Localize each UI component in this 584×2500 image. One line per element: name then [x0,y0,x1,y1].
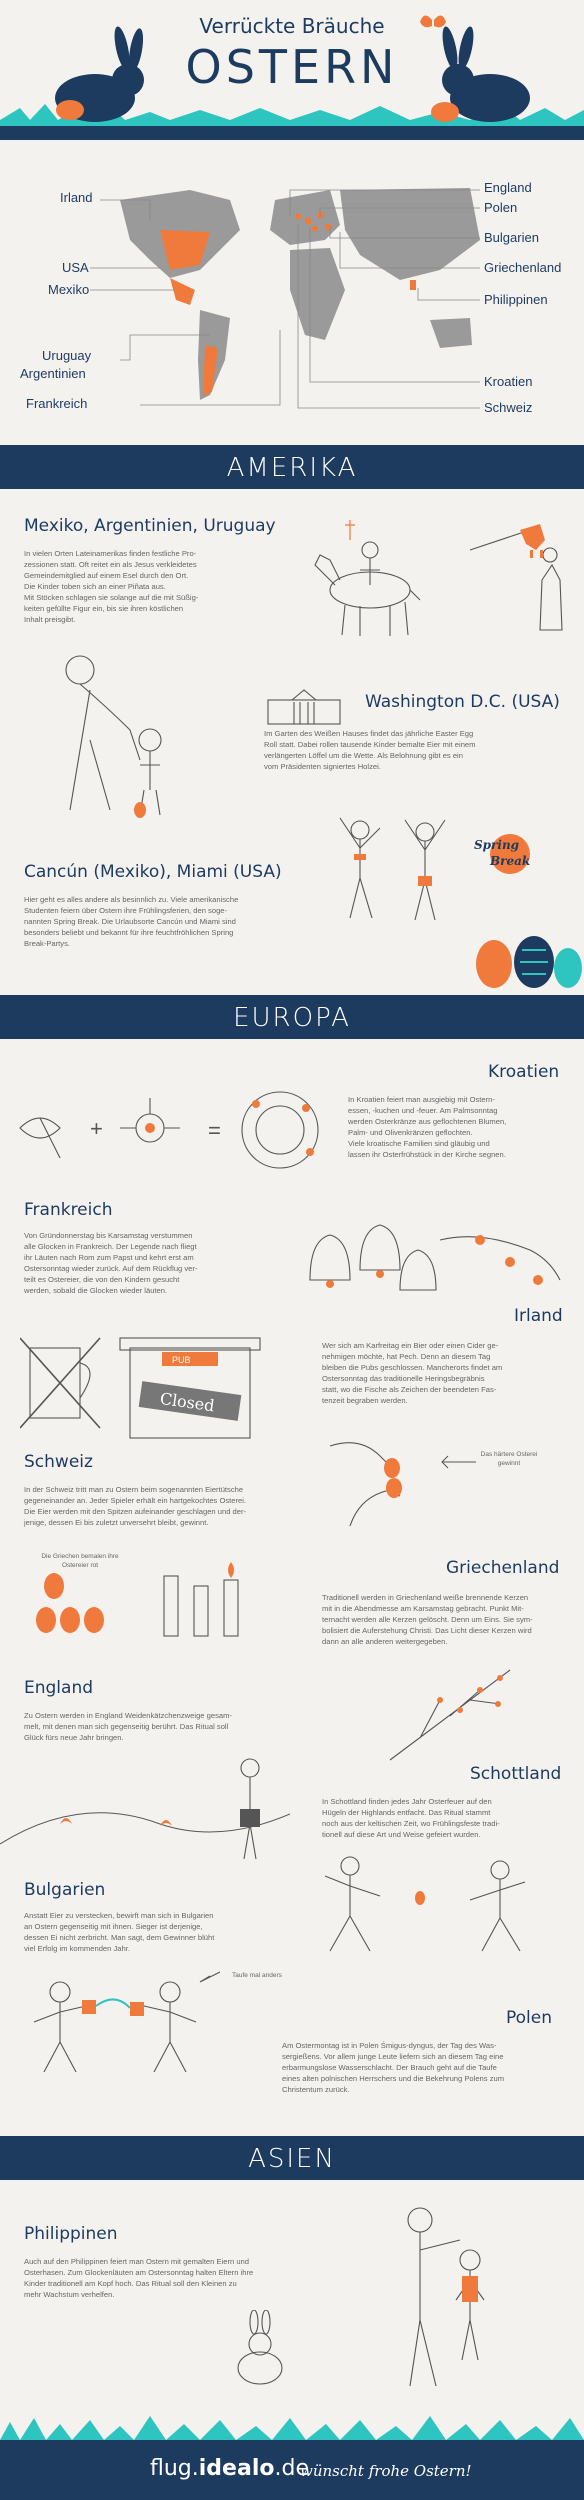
text-line: werden, sobald die Glocken wieder läuten. [24,1286,168,1295]
map-label-argentinien: Argentinien [20,366,86,381]
philippinen-text [24,2256,344,2300]
kroatien-text [348,1094,568,1160]
philippinen-title: Philippinen [24,2224,118,2244]
text-line: bolisiert die Auferstehung Christi. Das Licht dieser Kerzen wird [322,1626,532,1635]
england-text [24,1710,314,1743]
map-label-griechenland: Griechenland [484,260,562,275]
text-line: werden Osterkränze aus geflochtenen Blumen, [348,1117,507,1126]
text-line: Roll statt. Dabei rollen tausende Kinder bemalte Eier mit einem [264,740,476,749]
text-line: nehmigen möchte, hat Pech. Denn an diesem Tag [322,1352,491,1361]
text-line: Anstatt Eier zu verstecken, bewirft man sich in Bulgarien [24,1911,214,1920]
text-line: dann an alle anderen weitergegeben. [322,1637,448,1646]
bulgarien-title: Bulgarien [24,1880,106,1900]
text-line: noch aus der keltischen Zeit, wo Frühlingsfeste tradi- [322,1819,500,1828]
egg-tapping-hands-illustration [320,1426,450,1536]
brand-part-tld: .de [274,2456,309,2481]
spring-break-dancers-illustration [320,808,470,928]
cancun-text [24,894,314,949]
map-label-philippinen: Philippinen [484,292,548,307]
closed-pub-illustration [20,1328,290,1448]
text-line: Viele kroatische Familien sind gläubig und [348,1139,490,1148]
donkey-pinata-illustration [290,510,580,650]
footer-grass [0,2400,584,2440]
text-line: In der Schweiz tritt man zu Ostern beim sogenannten Eiertütsche [24,1485,244,1494]
header-subtitle: Verrückte Bräuche [199,14,385,38]
cancun-title: Cancún (Mexiko), Miami (USA) [24,862,282,882]
irland-title: Irland [514,1306,563,1326]
text-line: dessen Ei nicht zerbricht. Man sagt, dem Gewinner blüht [24,1933,215,1942]
text-line: tionell auf diese Art und Weise gefeiert wurden. [322,1830,481,1839]
text-line: Ostersonntag das traditionelle Heringsbegräbnis [322,1374,485,1383]
map-label-frankreich: Frankreich [26,396,88,411]
map-label-usa: USA [62,260,89,275]
parent-child-illustration [40,650,200,820]
arrow-icon [438,1452,478,1472]
text-line: besonders beliebt und bekannt für ihre feuchtfröhlichen Spring [24,928,234,937]
polen-note: Taufe mal anders [232,1972,282,1979]
text-line: In Schottland finden jedes Jahr Osterfeuer auf den [322,1797,492,1806]
map-label-bulgarien: Bulgarien [484,230,539,245]
map-label-schweiz: Schweiz [484,400,533,415]
text-line: keiten gefüllte Figur ein, bis sie ihren köstlichen [24,604,184,613]
map-label-uruguay: Uruguay [42,348,92,363]
text-line: Im Garten des Weißen Hauses findet das jährliche Easter Egg [264,729,474,738]
frankreich-text [24,1230,264,1296]
brand-part-idealo: idealo [198,2456,275,2481]
world-map-section [0,160,584,430]
washington-title: Washington D.C. (USA) [365,692,560,712]
text-line: ternacht werden alle Kerzen gelöscht. Denn um Eins. Sie sym- [322,1615,533,1624]
text-line: erbarmungslose Wasserschlacht. Der Brauch geht auf die Taufe [282,2063,497,2072]
text-line: Christentum zurück. [282,2085,350,2094]
text-line: melt, mit denen man sich gegenseitig berührt. Das Ritual soll [24,1722,229,1731]
text-line: Inhalt preisgibt. [24,615,76,624]
polen-title: Polen [506,2008,553,2028]
griechenland-note: Die Griechen bemalen ihre Ostereier rot [41,1553,119,1569]
text-line: Am Ostermontag ist in Polen Śmigus-dyngus, der Tag des Was- [282,2041,497,2050]
text-line: Gemeindemitglied auf einem Esel durch den Ort. [24,571,189,580]
footer [0,2440,584,2500]
text-line: In vielen Orten Lateinamerikas finden festliche Pro- [24,549,197,558]
header [0,0,584,140]
schweiz-text [24,1484,334,1528]
text-line: Traditionell werden in Griechenland weiße brennende Kerzen [322,1593,529,1602]
footer-tagline: wünscht frohe Ostern! [300,2462,472,2480]
text-line: alle Glocken in Frankreich. Der Legende nach fliegt [24,1242,197,1251]
text-line: mit in die Abendmesse am Karsamstag gebracht. Punkt Mit- [322,1604,524,1613]
map-label-irland: Irland [60,190,93,205]
text-line: Mit Stöcken schlagen sie solange auf die mit Süßig- [24,593,199,602]
spring-break-badge [470,830,540,882]
text-line: viel Erfolg im kommenden Jahr. [24,1944,130,1953]
schweiz-note: Das härtere Osterei gewinnt [480,1451,538,1467]
water-fight-illustration [20,1962,220,2072]
text-line: statt, wo die Fische als Zeichen der beendeten Fas- [322,1385,497,1394]
section-header-europa [0,995,584,1039]
section-header-amerika [0,445,584,489]
red-eggs-candles-illustration [24,1556,264,1646]
text-line: Glück fürs neue Jahr bringen. [24,1733,124,1742]
schweiz-title: Schweiz [24,1452,93,1472]
text-line: vom Präsidenten signiertes Holzei. [264,762,381,771]
text-line: In Kroatien feiert man ausgiebig mit Ostern- [348,1095,495,1104]
header-title: OSTERN [185,40,399,94]
map-label-kroatien: Kroatien [484,374,533,389]
text-line: Zu Ostern werden in England Weidenkätzchenzweige gesam- [24,1711,232,1720]
text-line: an Ostern gegenseitig mit ihnen. Sieger ist derjenige, [24,1922,203,1931]
text-line: lassen ihr Osterfrühstück in der Kirche segnen. [348,1150,506,1159]
irland-text [322,1340,558,1406]
pub-sign: PUB [172,1355,191,1365]
text-line: bleiben die Pubs geschlossen. Mancherorts findet am [322,1363,503,1372]
text-line: tenzeit begraben werden. [322,1396,408,1405]
map-label-mexiko: Mexiko [48,282,90,297]
text-line: Break-Partys. [24,939,70,948]
wreath-equation-illustration [10,1078,330,1188]
kroatien-title: Kroatien [488,1062,560,1082]
parent-lifting-child-illustration [380,2200,530,2390]
flying-bells-illustration [280,1210,570,1310]
text-line: eines alten polnischen Herrschers und die Bekehrung Polens zum [282,2074,505,2083]
text-line: verlängerten Löffel um die Wette. Als Belohnung gibt es ein [264,751,463,760]
text-line: sergießens. Vor allem junge Leute liefern sich an diesem Tag eine [282,2052,504,2061]
text-line: Hügeln der Highlands entfacht. Das Ritual stammt [322,1808,491,1817]
easter-eggs-illustration [464,930,584,990]
section-title-europa: EUROPA [233,1003,351,1033]
griechenland-title: Griechenland [446,1558,560,1578]
mexiko-text [24,548,314,625]
frankreich-title: Frankreich [24,1200,113,1220]
text-line: nannten Spring Break. Die Urlaubsorte Cancún und Miami sind [24,917,236,926]
text-line: gegeneinander an. Jeder Spieler erhält ein hartgekochtes Osterei. [24,1496,247,1505]
griechenland-text [322,1592,562,1647]
text-line: Osterhasen. Zum Glockenläuten am Ostersonntag halten Eltern ihre [24,2268,254,2277]
text-line: teilt es Ostereier, die von den Kindern gesucht [24,1275,180,1284]
text-line: Die Kinder toben sich an einer Piñata aus. [24,582,166,591]
text-line: jenige, dessen Ei bis zuletzt unversehrt bleibt, gewinnt. [24,1518,209,1527]
text-line: Studenten feiern über Ostern ihre Frühlingsferien, den soge- [24,906,228,915]
spring-break-word2: Break [490,854,531,868]
washington-text [264,728,564,772]
schottland-title: Schottland [470,1764,562,1784]
willow-branch-illustration [380,1660,530,1770]
schottland-text [322,1796,562,1840]
text-line: essen, -kuchen und -feuer. Am Palmsonntag [348,1106,498,1115]
text-line: Ostersonntag wieder zurück. Auf dem Rückflug ver- [24,1264,198,1273]
text-line: zessionen statt. Oft reitet ein als Jesus verkleidetes [24,560,197,569]
polen-text [282,2040,567,2095]
text-line: Wer sich am Karfreitag ein Bier oder einen Cider ge- [322,1341,499,1350]
svg-text:=: = [208,1118,221,1143]
section-header-asien [0,2136,584,2180]
text-line: mehr Wachstum verhelfen. [24,2290,115,2299]
spring-break-word1: Spring [474,838,520,852]
map-label-polen: Polen [484,200,518,215]
mexiko-title: Mexiko, Argentinien, Uruguay [24,516,276,536]
svg-text:+: + [90,1116,103,1141]
map-label-england: England [484,180,532,195]
text-line: Kinder traditionell am Kopf hoch. Das Ritual soll den Kleinen zu [24,2279,237,2288]
text-line: Auch auf den Philippinen feiert man Ostern mit gemalten Eiern und [24,2257,249,2266]
section-title-amerika: AMERIKA [226,453,358,483]
brand-part-flug: flug. [150,2456,199,2481]
text-line: Palm- und Olivenkränzen geflochten. [348,1128,473,1137]
bunny-sketch-icon [220,2310,300,2390]
closed-sign: Closed [158,1388,216,1416]
text-line: Die Eier werden mit den Spitzen aufeinander geschlagen und der- [24,1507,247,1516]
highland-piper-illustration [0,1754,290,1864]
footer-brand[interactable] [150,2456,309,2481]
section-title-asien: ASIEN [248,2144,336,2174]
text-line: ihr Läuten nach Rom zum Papst und kehrt erst am [24,1253,194,1262]
egg-throwing-illustration [310,1846,550,1956]
england-title: England [24,1678,94,1698]
bulgarien-text [24,1910,294,1954]
white-house-icon [264,686,344,726]
text-line: Von Gründonnerstag bis Karsamstag verstummen [24,1231,193,1240]
text-line: Hier geht es alles andere als besinnlich zu. Viele amerikanische [24,895,239,904]
